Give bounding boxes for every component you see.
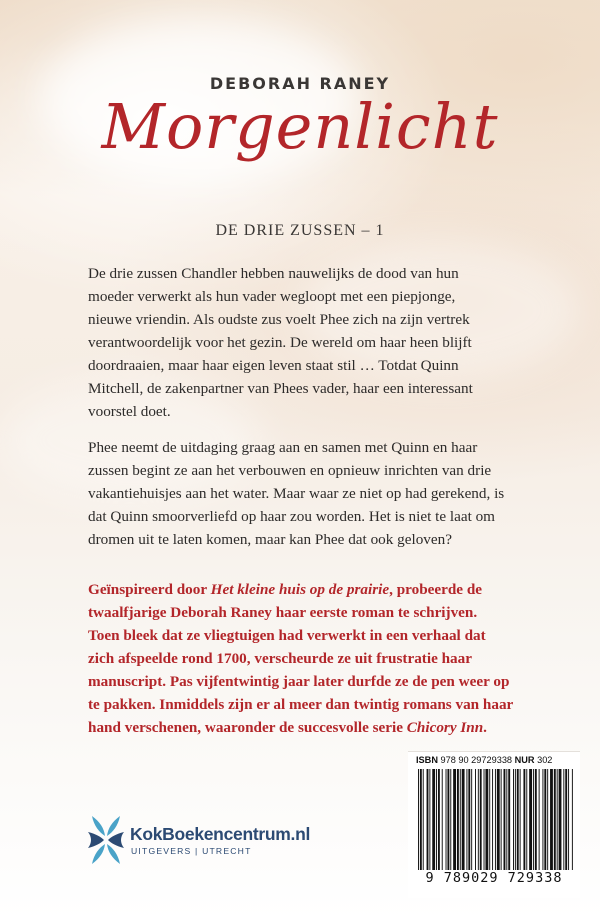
barcode-stripe [423,769,424,870]
bio-text: . [483,719,487,736]
author-name: DEBORAH RANEY [209,74,391,93]
barcode-stripe [495,769,496,870]
barcode-stripe [504,769,506,870]
barcode-stripe [457,769,459,870]
barcode-stripe [554,769,556,870]
blurb-line: zussen begint ze aan het verbouwen en opnieuw inrichten van drie [88,462,492,479]
barcode-number: 9 789029 729338 [425,870,563,886]
barcode-stripe [523,769,525,870]
barcode-stripe [563,769,564,870]
blurb-paragraph-2 [88,436,512,551]
nur-label: NUR [514,755,535,765]
barcode-stripe [506,769,507,870]
series-name: DE DRIE ZUSSEN – 1 [215,222,385,239]
bio-line: Toen bleek dat ze vliegtuigen had verwerkt in een verhaal dat [88,627,486,644]
bio-line: manuscript. Pas vijfentwintig jaar later durfde ze de pen weer op [88,673,510,690]
barcode-stripe [460,769,461,870]
isbn-value: 978 90 29729338 [440,755,513,765]
barcode-stripe [535,769,537,870]
blurb-line: De drie zussen Chandler hebben nauwelijks de dood van hun [88,265,459,282]
blurb-line: dromen uit te laten komen, maar kan Phee dat ook geloven? [88,531,452,548]
barcode-stripe [550,769,553,870]
barcode-stripe [427,769,429,870]
bio-text: , probeerde de [389,581,483,598]
blurb-line: nieuwe vriendin. Als oudste zus voelt Phee zich na zijn vertrek [88,311,470,328]
barcode-stripe [533,769,534,870]
barcode-stripe [450,769,451,870]
barcode-stripe [438,769,440,870]
blurb-line: Mitchell, de zakenpartner van Phees vader, haar een interessant [88,380,473,397]
barcode-stripe [497,769,500,870]
barcode-stripe [475,769,476,870]
barcode-stripe [492,769,493,870]
barcode-stripe [462,769,465,870]
barcode-stripe [432,769,435,870]
barcode-stripe [442,769,443,870]
barcode-stripe [480,769,482,870]
barcode-stripe [429,769,430,870]
barcode-stripe [515,769,516,870]
blurb-line: verantwoordelijk voor het gezin. De wereld om haar heen blijft [88,334,472,351]
blurb-line: Phee neemt de uitdaging graag aan en samen met Quinn en haar [88,439,478,456]
barcode-stripe [468,769,470,870]
barcode-stripe [565,769,567,870]
book-title: Morgenlicht [101,90,499,163]
barcode-stripe [418,769,419,870]
barcode-stripe [529,769,532,870]
barcode-stripe [520,769,521,870]
barcode-stripe [517,769,519,870]
blurb-line: moeder verwerkt als hun vader wegloopt met een piepjonge, [88,288,456,305]
series-reference-italic: Chicory Inn [406,719,484,736]
barcode-stripe [478,769,479,870]
blurb-line: doordraaien, maar haar eigen leven staat stil … Totdat Quinn [88,357,459,374]
isbn-line [416,755,552,765]
barcode-stripe [485,769,488,870]
barcode-stripe [544,769,546,870]
barcode-stripe [572,769,573,870]
barcode-panel [408,751,580,898]
book-reference-italic: Het kleine huis op de prairie [210,581,390,598]
nur-value: 302 [537,755,553,765]
barcode-stripe [539,769,540,870]
barcode-stripe [526,769,527,870]
bio-line: te pakken. Inmiddels zijn er al meer dan twintig romans van haar [88,696,514,713]
bio-text: hand verschenen, waaronder de succesvolle serie [88,719,407,736]
publisher-subtitle: UITGEVERS | UTRECHT [131,846,252,856]
barcode-stripe [547,769,548,870]
publisher-name: KokBoekencentrum.nl [130,824,311,844]
barcode-stripe [466,769,467,870]
blurb-line: voorstel doet. [88,403,171,420]
bio-line [88,578,512,601]
barcode-stripe [501,769,502,870]
barcode-stripe [447,769,449,870]
publisher-mark-icon [86,810,126,870]
isbn-label: ISBN [416,755,438,765]
bio-line [88,716,512,739]
barcode-stripe [508,769,510,870]
publisher-logo [86,810,346,870]
barcode-stripe [542,769,543,870]
blurb-line: dat Quinn smoorverliefd op haar zou worden. Het is niet te laat om [88,508,495,525]
bio-line: zich afspeelde rond 1700, verscheurde ze uit frustratie haar [88,650,472,667]
barcode-stripe [559,769,562,870]
barcode-stripe [471,769,472,870]
barcode-icon [416,769,574,870]
barcode-stripe [489,769,490,870]
barcode-stripe [557,769,558,870]
barcode-stripe [420,769,422,870]
barcode-stripe [568,769,569,870]
bio-line: twaalfjarige Deborah Raney haar eerste roman te schrijven. [88,604,478,621]
bio-text: Geïnspireerd door [88,581,211,598]
blurb-line: vakantiehuisjes aan het water. Maar waar ze niet op had gerekend, is [88,485,505,502]
author-bio-paragraph [88,578,512,739]
barcode-stripe [513,769,514,870]
barcode-stripe [446,769,447,870]
barcode-stripe [484,769,485,870]
blurb-paragraph-1 [88,262,512,423]
barcode-stripe [436,769,437,870]
barcode-stripe [453,769,456,870]
